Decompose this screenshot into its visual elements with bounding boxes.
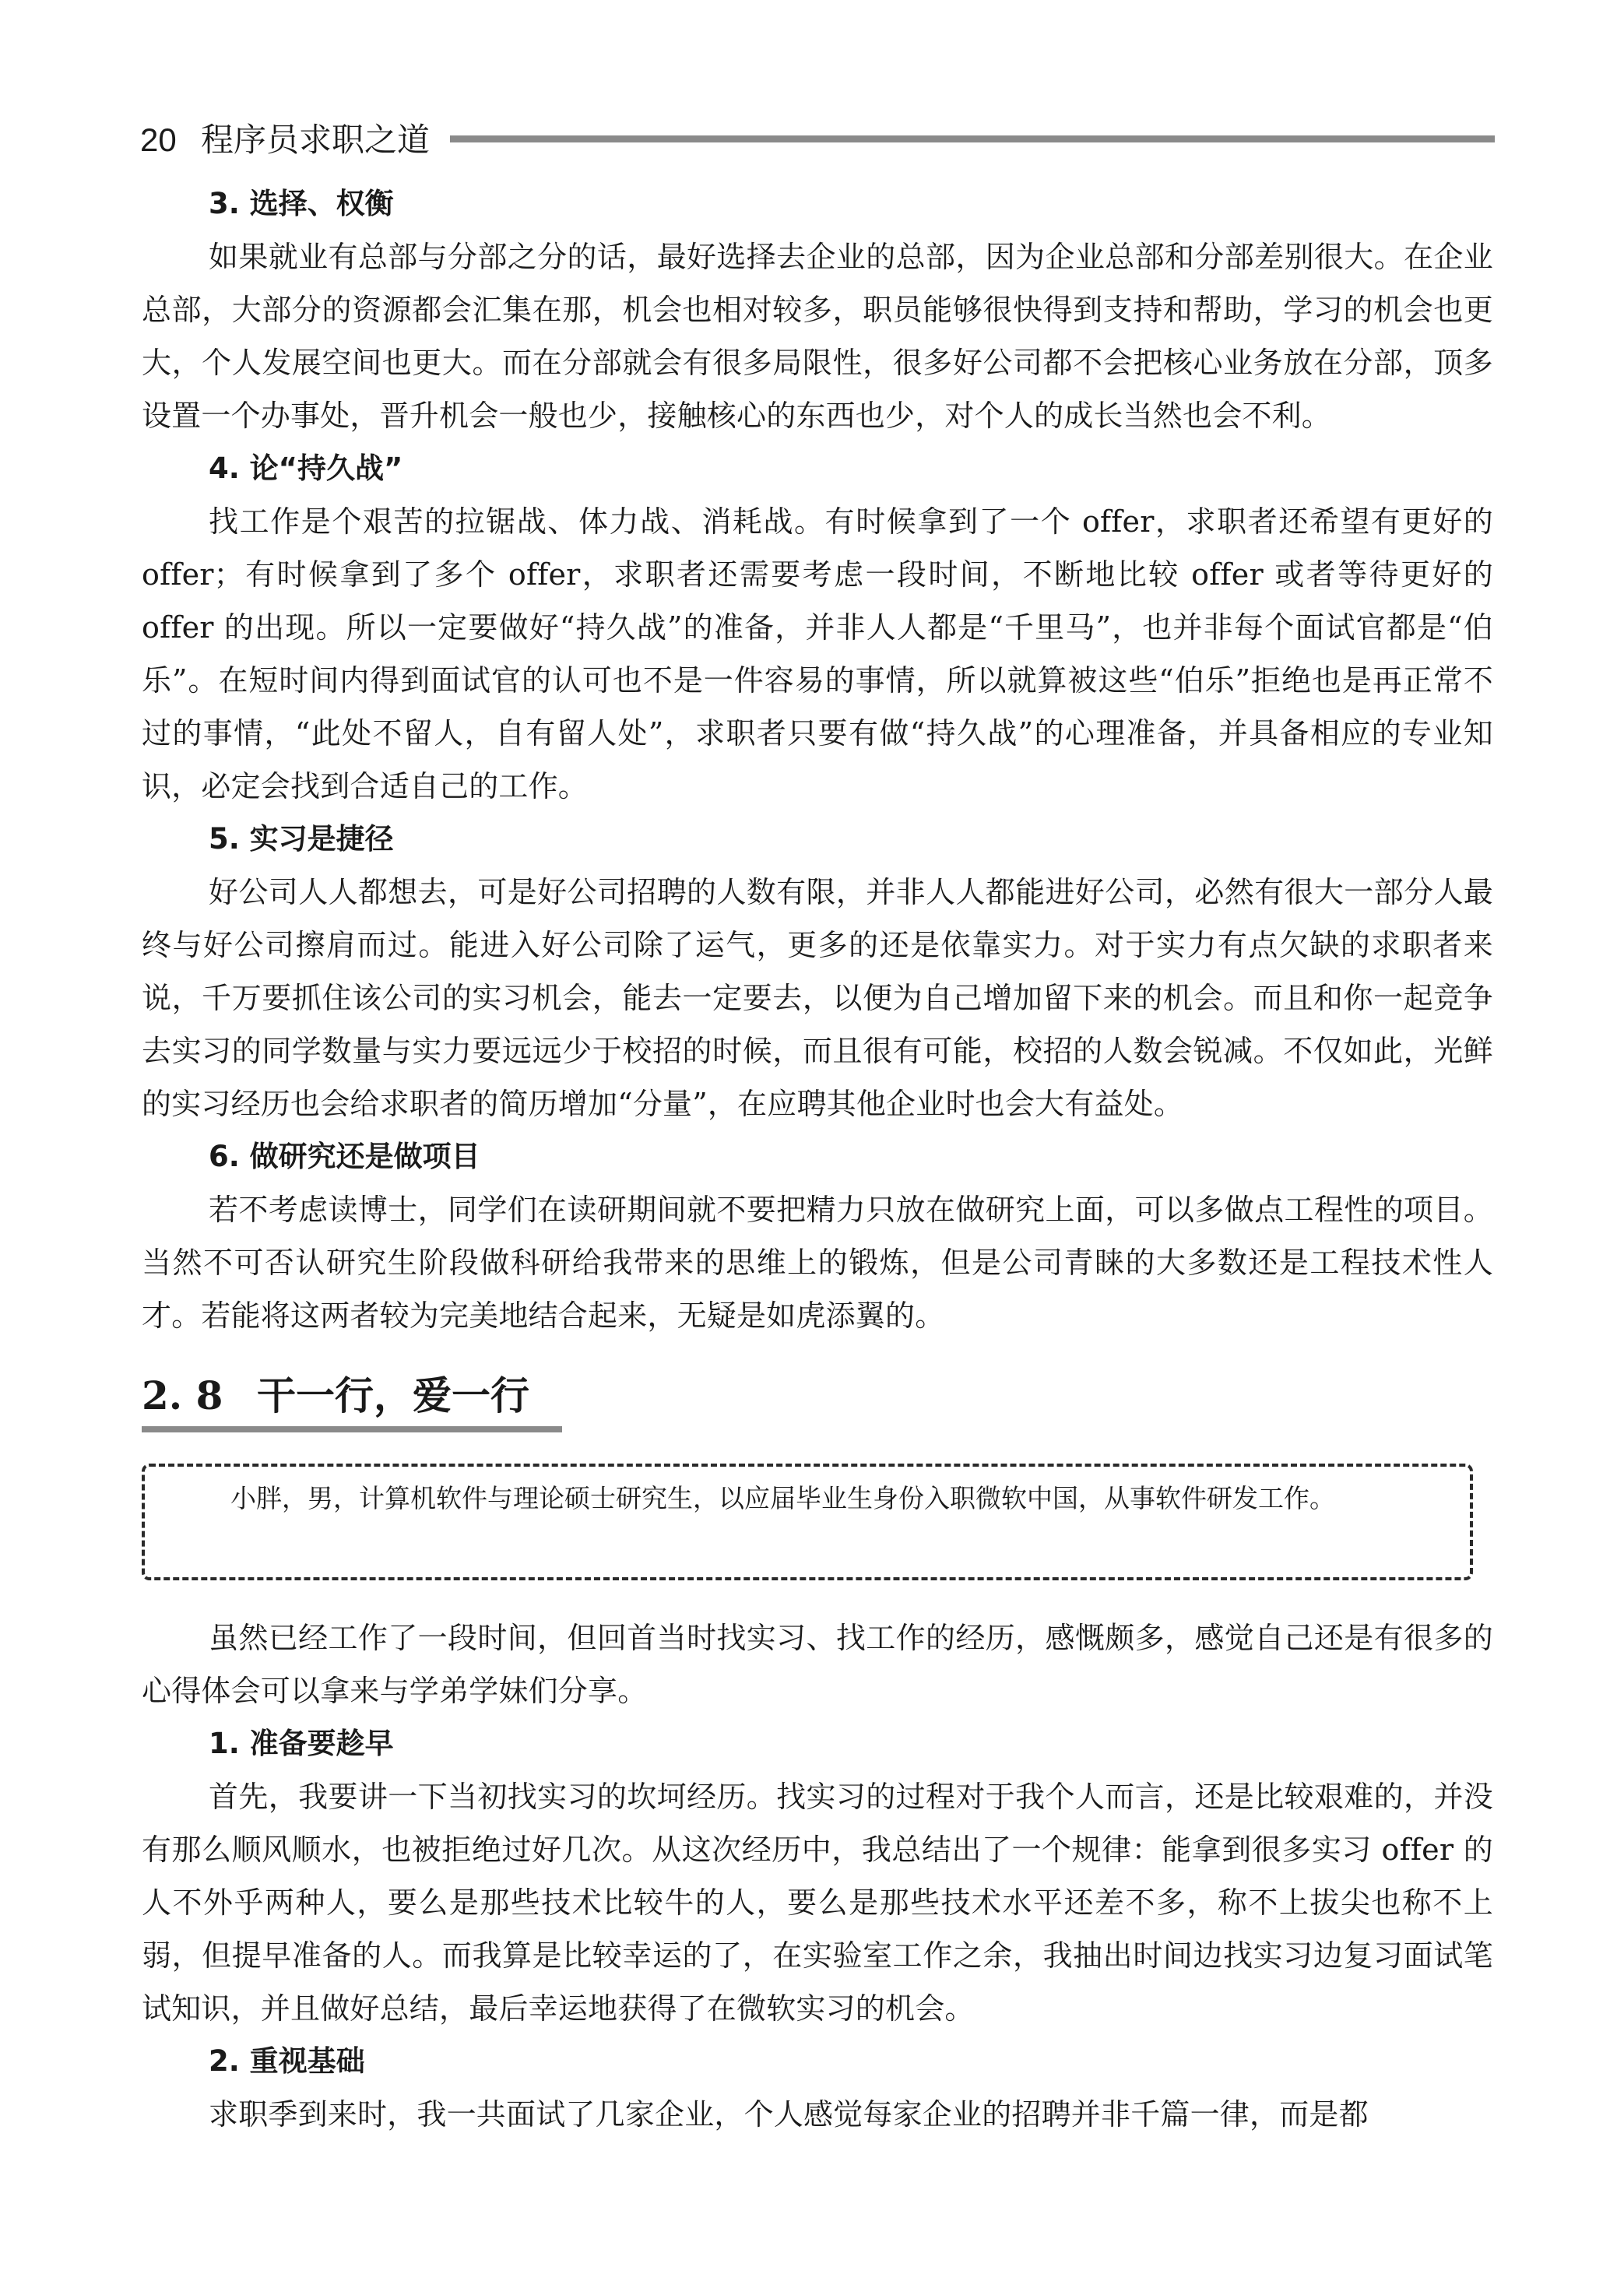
running-header	[140, 117, 1495, 163]
section-number: 2. 8	[142, 1372, 223, 1418]
paragraph: 虽然已经工作了一段时间，但回首当时找实习、找工作的经历，感慨颇多，感觉自己还是有很多的心得体会可以拿来与学弟学妹们分享。	[142, 1621, 1493, 1708]
section-title: 干一行，爱一行	[257, 1373, 529, 1418]
paragraph: 求职季到来时，我一共面试了几家企业，个人感觉每家企业的招聘并非千篇一律，而是都	[209, 2097, 1369, 2132]
subheading: 5. 实习是捷径	[209, 822, 394, 856]
paragraph: 首先，我要讲一下当初找实习的坎坷经历。找实习的过程对于我个人而言，还是比较艰难的，并没有那么顺风顺水，也被拒绝过好几次。从这次经历中，我总结出了一个规律：能拿到很多实习 offer 的人不外乎两种人，要么是那些技术比较牛的人，要么是那些技术水平还差不多，称不上拔尖也称不上弱，但提早准备的人。而我算是比较幸运的了，在实验室工作之余，我抽出时间边找实习边复习面试笔试知识，并且做好总结，最后幸运地获得了在微软实习的机会。	[142, 1780, 1493, 2026]
subheading: 4. 论“持久战”	[209, 452, 403, 485]
paragraph: 如果就业有总部与分部之分的话，最好选择去企业的总部，因为企业总部和分部差别很大。在企业总部，大部分的资源都会汇集在那，机会也相对较多，职员能够很快得到支持和帮助，学习的机会也更大，个人发展空间也更大。而在分部就会有很多局限性，很多好公司都不会把核心业务放在分部，顶多设置一个办事处，晋升机会一般也少，接触核心的东西也少，对个人的成长当然也会不利。	[142, 240, 1493, 433]
paragraph: 若不考虑读博士，同学们在读研期间就不要把精力只放在做研究上面，可以多做点工程性的项目。当然不可否认研究生阶段做科研给我带来的思维上的锻炼，但是公司青睐的大多数还是工程技术性人才。若能将这两者较为完美地结合起来，无疑是如虎添翼的。	[142, 1193, 1493, 1333]
section-underline	[142, 1426, 562, 1432]
section-heading	[142, 1369, 1493, 1429]
subheading: 1. 准备要趁早	[209, 1727, 394, 1760]
page-content	[142, 177, 1493, 2141]
subheading: 2. 重视基础	[209, 2044, 365, 2078]
paragraph: 好公司人人都想去，可是好公司招聘的人数有限，并非人人都能进好公司，必然有很大一部分人最终与好公司擦肩而过。能进入好公司除了运气，更多的还是依靠实力。对于实力有点欠缺的求职者来说，千万要抓住该公司的实习机会，能去一定要去，以便为自己增加留下来的机会。而且和你一起竞争去实习的同学数量与实力要远远少于校招的时候，而且很有可能，校招的人数会锐减。不仅如此，光鲜的实习经历也会给求职者的简历增加“分量”，在应聘其他企业时也会大有益处。	[142, 875, 1493, 1121]
profile-text: 小胖，男，计算机软件与理论硕士研究生，以应届毕业生身份入职微软中国，从事软件研发工作。	[230, 1483, 1335, 1513]
header-rule	[450, 135, 1495, 142]
book-title: 程序员求职之道	[201, 121, 431, 159]
profile-box	[142, 1464, 1473, 1580]
paragraph: 找工作是个艰苦的拉锯战、体力战、消耗战。有时候拿到了一个 offer，求职者还希望有更好的 offer；有时候拿到了多个 offer，求职者还需要考虑一段时间，不断地比较 offer 或者等待更好的 offer 的出现。所以一定要做好“持久战”的准备，并非人人都是“千里马”，也并非每个面试官都是“伯乐”。在短时间内得到面试官的认可也不是一件容易的事情，所以就算被这些“伯乐”拒绝也是再正常不过的事情，“此处不留人，自有留人处”，求职者只要有做“持久战”的心理准备，并具备相应的专业知识，必定会找到合适自己的工作。	[142, 504, 1493, 803]
subheading: 6. 做研究还是做项目	[209, 1140, 480, 1173]
subheading: 3. 选择、权衡	[209, 187, 394, 220]
page-number: 20	[140, 121, 177, 158]
